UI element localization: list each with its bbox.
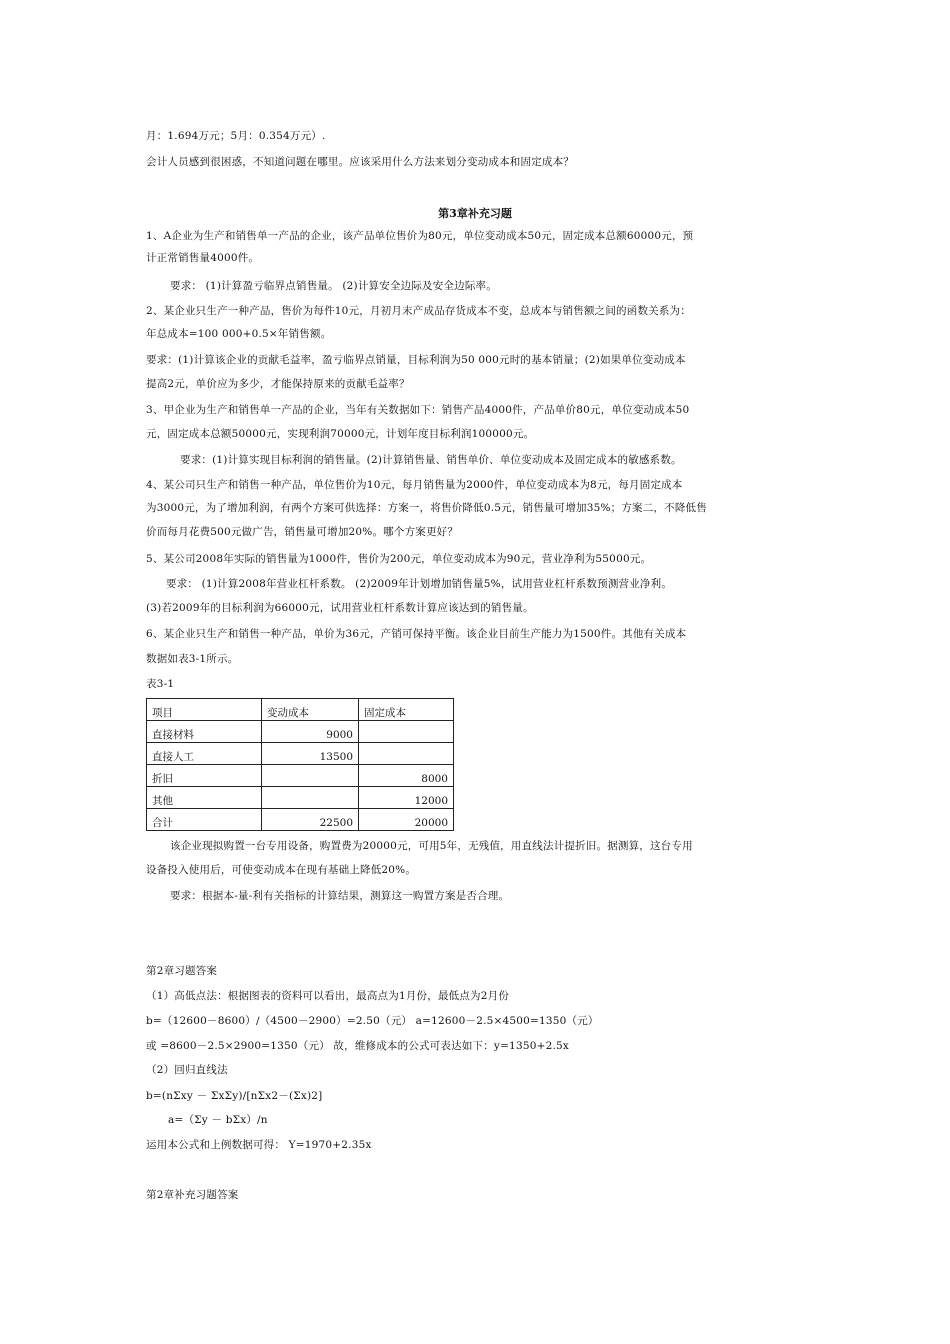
supp2-title: 第2章补充习题答案 — [146, 1189, 239, 1201]
q2-line: 年总成本=100 000+0.5×年销售额。 — [146, 328, 332, 340]
table-header-row — [147, 699, 454, 721]
answers2-title: 第2章习题答案 — [146, 965, 218, 977]
answer-formula: a=（Σy － bΣx）/n — [168, 1114, 268, 1126]
text-line: 月：1.694万元；5月：0.354万元）. — [146, 130, 326, 142]
q5-line: 5、某公司2008年实际的销售量为1000件，售价为200元，单位变动成本为90元，营业净利为55000元。 — [146, 553, 652, 565]
q4-line: 价而每月花费500元做广告，销售量可增加20%。哪个方案更好？ — [146, 526, 459, 538]
answer-line: b=（12600－8600）/（4500－2900）=2.50（元） a=12600－2.5×4500=1350（元） — [146, 1015, 599, 1027]
q2-requirement: 要求：(1)计算该企业的贡献毛益率，盈亏临界点销量，目标利润为50 000元时的基本销量；(2)如果单位变动成本 — [146, 354, 686, 366]
table-row — [147, 721, 454, 743]
q5-requirement: 要求： (1)计算2008年营业杠杆系数。 (2)2009年计划增加销售量5%，试用营业杠杆系数预测营业净利。 — [166, 578, 673, 590]
q6-line: 设备投入使用后，可使变动成本在现有基础上降低20%。 — [146, 864, 417, 876]
answer-formula: b=(nΣxy － ΣxΣy)/[nΣx2－(Σx)2] — [146, 1090, 323, 1102]
table-cell: 13500 — [262, 743, 359, 765]
table-cell: 直接材料 — [147, 721, 262, 743]
q6-line: 数据如表3-1所示。 — [146, 653, 239, 665]
answer-line: （1）高低点法：根据图表的资料可以看出，最高点为1月份，最低点为2月份 — [146, 990, 510, 1002]
text-line: 会计人员感到很困惑，不知道问题在哪里。应该采用什么方法来划分变动成本和固定成本？ — [146, 156, 574, 168]
q3-requirement: 要求：(1)计算实现目标利润的销售量。(2)计算销售量、销售单价、单位变动成本及固定成本的敏感系数。 — [180, 454, 682, 466]
table-cell: 22500 — [262, 809, 359, 831]
table-cell: 8000 — [359, 765, 454, 787]
table-cell — [262, 765, 359, 787]
table-cell: 9000 — [262, 721, 359, 743]
q6-line: 该企业现拟购置一台专用设备，购置费为20000元，可用5年，无残值，用直线法计提折旧。据测算，这台专用 — [170, 840, 693, 852]
table-cell: 合计 — [147, 809, 262, 831]
table-row — [147, 787, 454, 809]
table-cell: 其他 — [147, 787, 262, 809]
q3-line: 元，固定成本总额50000元，实现利润70000元，计划年度目标利润100000元。 — [146, 428, 535, 440]
table-cell: 20000 — [359, 809, 454, 831]
q1-line: 1、A企业为生产和销售单一产品的企业，该产品单位售价为80元，单位变动成本50元，固定成本总额60000元，预 — [146, 230, 694, 242]
table-cell — [262, 787, 359, 809]
answer-line: （2）回归直线法 — [146, 1064, 228, 1076]
answer-line: 或 =8600－2.5×2900=1350（元） 故，维修成本的公式可表达如下：y=1350+2.5x — [146, 1040, 570, 1052]
q4-line: 为3000元，为了增加利润，有两个方案可供选择：方案一，将售价降低0.5元，销售量可增加35%；方案二，不降低售 — [146, 502, 707, 514]
q6-line: 6、某企业只生产和销售一种产品，单价为36元，产销可保持平衡。该企业目前生产能力为1500件。其他有关成本 — [146, 628, 687, 640]
q3-line: 3、甲企业为生产和销售单一产品的企业，当年有关数据如下：销售产品4000件，产品单价80元，单位变动成本50 — [146, 404, 690, 416]
q2-requirement: 提高2元，单价应为多少，才能保持原来的贡献毛益率？ — [146, 378, 410, 390]
q1-line: 计正常销售量4000件。 — [146, 252, 260, 264]
table-header-cell: 变动成本 — [262, 699, 359, 721]
q1-requirement: 要求： (1)计算盈亏临界点销售量。 (2)计算安全边际及安全边际率。 — [170, 280, 497, 292]
table-row — [147, 809, 454, 831]
table-header-cell: 固定成本 — [359, 699, 454, 721]
cost-table — [146, 698, 454, 831]
q2-line: 2、某企业只生产一种产品，售价为每件10元，月初月末产成品存货成本不变，总成本与销售额之间的函数关系为： — [146, 305, 691, 317]
q5-requirement: (3)若2009年的目标利润为66000元，试用营业杠杆系数计算应该达到的销售量。 — [146, 602, 534, 614]
chapter3-title: 第3章补充习题 — [438, 207, 512, 220]
table-cell — [359, 743, 454, 765]
q4-line: 4、某公司只生产和销售一种产品，单位售价为10元，每月销售量为2000件，单位变动成本为8元，每月固定成本 — [146, 479, 683, 491]
answer-line: 运用本公式和上例数据可得： Y=1970+2.35x — [146, 1139, 372, 1151]
table-caption: 表3-1 — [146, 678, 175, 690]
table-cell: 直接人工 — [147, 743, 262, 765]
q6-requirement: 要求：根据本-量-利有关指标的计算结果，测算这一购置方案是否合理。 — [170, 890, 510, 902]
table-row — [147, 765, 454, 787]
table-header-cell: 项目 — [147, 699, 262, 721]
table-cell: 12000 — [359, 787, 454, 809]
table-cell — [359, 721, 454, 743]
table-row — [147, 743, 454, 765]
table-cell: 折旧 — [147, 765, 262, 787]
